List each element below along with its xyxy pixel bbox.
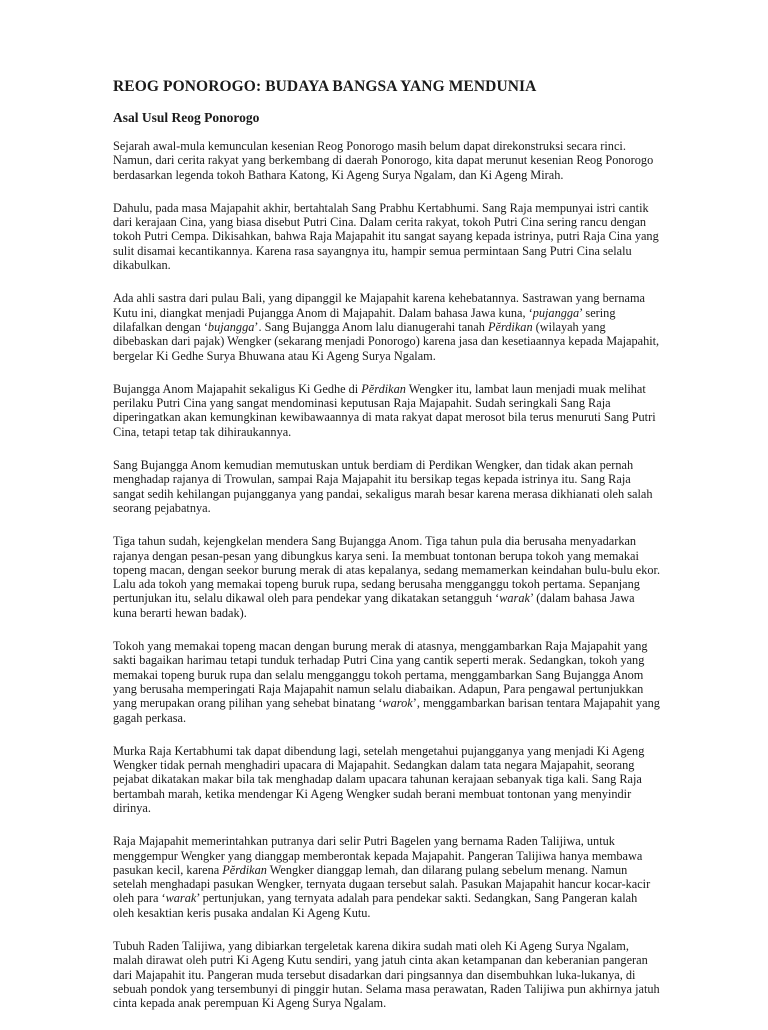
paragraph	[113, 834, 661, 920]
text-run: ’. Sang Bujangga Anom lalu dianugerahi tanah	[254, 319, 488, 334]
text-run: (wilayah yang dibebaskan dari pajak) Wengker (sekarang menjadi Ponorogo) karena jasa dan kesetiaannya kepada Majapahit, bergelar Ki Gedhe Surya Bhuwana atau Ki Ageng Surya Ngalam.	[113, 319, 660, 363]
paragraph	[113, 291, 661, 362]
italic-term: Pĕrdikan	[222, 862, 267, 877]
text-run: Ada ahli sastra dari pulau Bali, yang dipanggil ke Majapahit karena kehebatannya. Sastrawan yang bernama Kutu ini, diangkat menjadi Pujangga Anom di Majapahit. Dalam bahasa Jawa kuna, ‘	[113, 291, 645, 320]
italic-term: warok	[382, 696, 413, 711]
text-run: Bujangga Anom Majapahit sekaligus Ki Gedhe di	[113, 381, 362, 396]
text-run: ’ sering dilafalkan dengan ‘	[113, 305, 616, 334]
document-title: REOG PONOROGO: BUDAYA BANGSA YANG MENDUNIA	[113, 78, 537, 95]
text-run: ’ (dalam bahasa Jawa kuna berarti hewan badak).	[113, 591, 635, 620]
text-run: Wengker dianggap lemah, dan dilarang pulang sebelum menang. Namun setelah menghadapi pasukan Wengker, ternyata dugaan tersebut salah. Pasukan Majapahit hancur kocar-kacir oleh para ‘	[113, 862, 651, 906]
paragraph	[113, 534, 661, 620]
text-run: Tubuh Raden Talijiwa, yang dibiarkan tergeletak karena dikira sudah mati oleh Ki Ageng Surya Ngalam, malah dirawat oleh putri Ki Ageng Kutu sendiri, yang jatuh cinta akan ketampanan dan keberanian pangeran dari Majapahit itu. Pangeran muda tersebut disadarkan dari pingsannya dan disembuhkan luka-lukanya, di sebuah pondok yang tersembunyi di pinggir hutan. Selama masa perawatan, Raden Talijiwa pun akhirnya jatuh cinta kepada anak perempuan Ki Ageng Surya Ngalam.	[113, 939, 660, 1011]
italic-term: Pĕrdikan	[361, 381, 406, 396]
body-text	[113, 139, 661, 1030]
paragraph	[113, 458, 661, 515]
italic-term: bujangga	[207, 319, 255, 334]
text-run: Dahulu, pada masa Majapahit akhir, bertahtalah Sang Prabhu Kertabhumi. Sang Raja mempunyai istri cantik dari kerajaan Cina, yang biasa disebut Putri Cina. Dalam cerita rakyat, tokoh Putri Cina sering rancu dengan tokoh Putri Cempa. Dikisahkan, bahwa Raja Majapahit itu sangat sayang kepada istrinya, putri Raja Cina yang sulit disamai kecantikannya. Karena rasa sayangnya itu, hampir semua permintaan Sang Putri Cina selalu dikabulkan.	[113, 200, 659, 273]
italic-term: warak	[499, 591, 530, 606]
text-run: Tiga tahun sudah, kejengkelan mendera Sang Bujangga Anom. Tiga tahun pula dia berusaha menyadarkan rajanya dengan pesan-pesan yang dibungkus karya seni. Ia membuat tontonan berupa tokoh yang memakai topeng macan, dengan seekor burung merak di atas kepalanya, sedang memamerkan keindahan bulu-bulu ekor. Lalu ada tokoh yang memakai topeng buruk rupa, sedang berusaha mengganggu tokoh pertama. Sepanjang pertunjukan itu, selalu dikawal oleh para pendekar yang dikatakan setangguh ‘	[113, 534, 661, 606]
text-run: ’, menggambarkan barisan tentara Majapahit yang gagah perkasa.	[113, 696, 660, 725]
text-run: Murka Raja Kertabhumi tak dapat dibendung lagi, setelah mengetahui pujangganya yang menjadi Ki Ageng Wengker tidak pernah menghadiri upacara di Majapahit. Sedangkan dalam tata negara Majapahit, seorang pejabat dikatakan makar bila tak menghadap dalam upacara tahunan kerajaan sebanyak tiga kali. Sang Raja bertambah marah, ketika mendengar Ki Ageng Wengker sudah berani membuat tontonan yang menyindir dirinya.	[113, 743, 645, 815]
text-run: Tokoh yang memakai topeng macan dengan burung merak di atasnya, menggambarkan Raja Majapahit yang sakti bagaikan harimau tetapi tunduk terhadap Putri Cina yang cantik seperti merak. Sedangkan, tokoh yang memakai topeng buruk rupa dan selalu mengganggu tokoh pertama, menggambarkan Sang Bujangga Anom yang berusaha memperingati Raja Majapahit namun selalu diabaikan. Adapun, Para pengawal pertunjukkan yang merupakan orang pilihan yang sehebat binatang ‘	[113, 639, 648, 711]
paragraph	[113, 744, 661, 815]
paragraph	[113, 139, 661, 182]
text-run: Wengker itu, lambat laun menjadi muak melihat perilaku Putri Cina yang sangat mendominasi keputusan Raja Majapahit. Sudah seringkali Sang Raja diperingatkan akan kemungkinan kewibawaannya di mata rakyat dapat merosot bila terus menuruti Sang Putri Cina, tetapi tetap tak dihiraukannya.	[113, 381, 656, 439]
italic-term: warak	[165, 891, 197, 906]
text-run: Sang Bujangga Anom kemudian memutuskan untuk berdiam di Perdikan Wengker, dan tidak akan pernah menghadap rajanya di Trowulan, sampai Raja Majapahit itu bersikap tegas kepada istrinya itu. Sang Raja sangat sedih kehilangan pujangganya yang pandai, sekaligus marah besar karena merasa dikhianati oleh salah seorang pejabatnya.	[113, 458, 653, 515]
italic-term: Pĕrdikan	[487, 319, 533, 334]
paragraph	[113, 939, 661, 1010]
italic-term: pujangga	[532, 305, 580, 320]
text-run: Raja Majapahit memerintahkan putranya dari selir Putri Bagelen yang bernama Raden Talijiwa, untuk menggempur Wengker yang dianggap memberontak kepada Majapahit. Pangeran Talijiwa hanya membawa pasukan kecil, karena	[113, 834, 643, 877]
paragraph	[113, 201, 661, 272]
text-run: Sejarah awal-mula kemunculan kesenian Reog Ponorogo masih belum dapat direkonstruksi secara rinci. Namun, dari cerita rakyat yang berkembang di daerah Ponorogo, kita dapat merunut kesenian Reog Ponorogo berdasarkan legenda tokoh Bathara Katong, Ki Ageng Surya Ngalam, dan Ki Ageng Mirah.	[113, 139, 654, 182]
paragraph	[113, 382, 661, 439]
paragraph	[113, 639, 661, 725]
text-run: ’ pertunjukan, yang ternyata adalah para pendekar sakti. Sedangkan, Sang Pangeran kalah oleh kesaktian keris pusaka andalan Ki Ageng Kutu.	[113, 891, 638, 920]
section-heading: Asal Usul Reog Ponorogo	[113, 110, 260, 125]
